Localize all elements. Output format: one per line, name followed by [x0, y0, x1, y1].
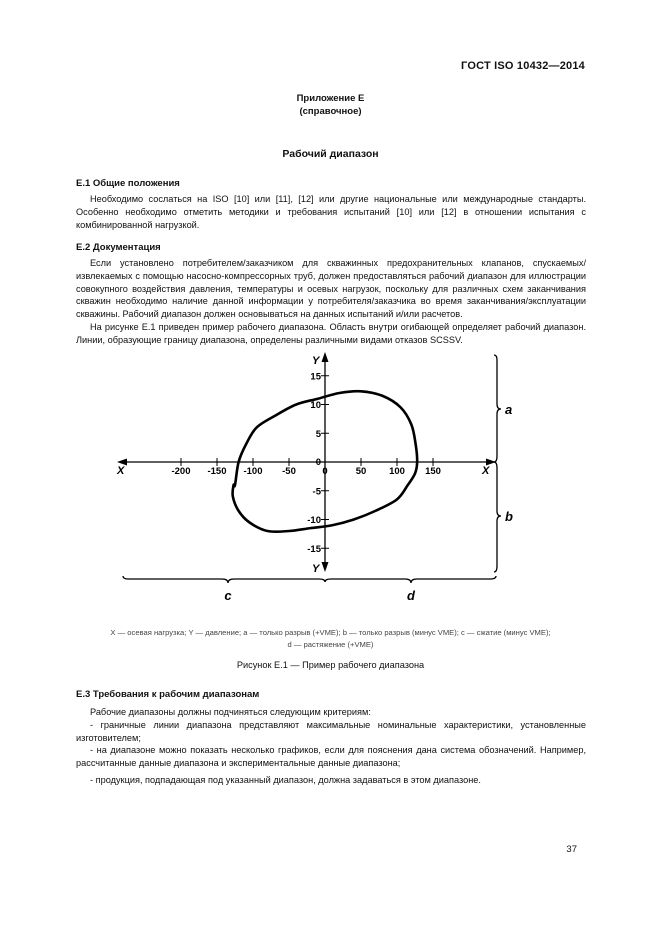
figure-legend [0, 627, 661, 651]
label-a: a [505, 402, 513, 417]
document-header: ГОСТ ISO 10432—2014 [461, 60, 585, 72]
section-e3-heading: Е.3 Требования к рабочим диапазонам [76, 689, 260, 700]
figure-legend-line-2: d — растяжение (+VME) [287, 640, 374, 649]
paragraph: На рисунке Е.1 приведен пример рабочего диапазона. Область внутри огибающей определяет рабочий диапазон. Линии, образующие границу диапазона, определены различными видами отказов SCSSV. [76, 321, 586, 345]
annex-label: Приложение Е [296, 93, 365, 104]
brace-d [325, 576, 496, 583]
section-e1-body [76, 193, 586, 231]
section-e2-body [76, 257, 586, 347]
brace-c [123, 576, 325, 583]
x-tick-label: -100 [243, 466, 263, 477]
x-tick-label: -150 [207, 466, 227, 477]
paragraph: - граничные линии диапазона представляют максимальные номинальные характеристики, установленные изготовителем; [76, 719, 586, 743]
label-c: c [224, 588, 232, 603]
x-tick-label: 150 [425, 466, 441, 477]
y-axis-label-top: Y [312, 355, 320, 367]
section-e1-heading: Е.1 Общие положения [76, 178, 180, 189]
paragraph: - на диапазоне можно показать несколько графиков, если для пояснения дана система обозначений. Например, рассчитанные данные диапазона и экспериментальные данные диапазона; [76, 745, 586, 769]
section-e3-body [76, 706, 586, 787]
brace-a [494, 355, 501, 462]
chart-axes [116, 352, 496, 575]
y-tick-label: 10 [310, 400, 321, 411]
y-tick-label: 15 [310, 371, 321, 383]
y-tick-label: 0 [315, 457, 321, 468]
y-axis-label-bottom: Y [312, 563, 320, 575]
x-tick-label: -200 [171, 466, 191, 477]
x-tick-label: 0 [322, 466, 328, 477]
brace-b [494, 462, 501, 572]
section-e2-heading: Е.2 Документация [76, 242, 161, 253]
annex-heading [0, 92, 661, 118]
y-tick-label: 5 [315, 428, 321, 440]
label-b: b [505, 509, 513, 524]
paragraph: Если установлено потребителем/заказчиком для скважинных предохранительных клапанов, спускаемых/извлекаемых с помощью насосно-компрессорных труб, должен предоставляться рабочий диапазон для иллюстрации совокупного воздействия давления, температуры и осевых нагрузок, поскольку для различных схем заканчивания скважин необходимо наличие данной информации у потребителя/заказчика во время заканчивания/эксплуатации скважины. Рабочий диапазон должен основываться на данных испытаний и/или расчетов. [76, 258, 586, 320]
y-tick-label: -15 [307, 543, 321, 555]
y-axis-arrow-down [322, 562, 329, 572]
x-axis-label-left: X [117, 465, 125, 477]
y-tick-label: -5 [312, 486, 321, 498]
figure-legend-line-1: X — осевая нагрузка; Y — давление; a — только разрыв (+VME); b — только разрыв (минус VME); c — сжатие (минус VME); [110, 628, 551, 637]
paragraph: Необходимо сослаться на ISO [10] или [11], [12] или другие национальные или международные стандарты. Особенно необходимо отметить методики и требования испытаний [10] или [12] в отношении испытания с комбинированной нагрузкой. [76, 194, 586, 230]
x-tick-label: -50 [282, 466, 296, 477]
figure-caption: Рисунок Е.1 — Пример рабочего диапазона [236, 660, 425, 670]
chart-ticks [171, 371, 440, 555]
y-tick-label: -10 [307, 515, 321, 526]
annex-type: (справочное) [299, 106, 362, 117]
y-axis-arrow-up [322, 352, 329, 362]
x-axis-label-right: X [482, 465, 490, 477]
page-number: 37 [566, 844, 577, 855]
label-d: d [407, 588, 415, 603]
annex-title: Рабочий диапазон [282, 148, 379, 160]
x-tick-label: 100 [389, 466, 405, 477]
paragraph: - продукция, подпадающая под указанный диапазон, должна задаваться в этом диапазоне. [90, 774, 481, 785]
working-range-chart [0, 345, 661, 607]
x-tick-label: 50 [355, 466, 367, 477]
paragraph: Рабочие диапазоны должны подчиняться следующим критериям: [90, 707, 371, 717]
